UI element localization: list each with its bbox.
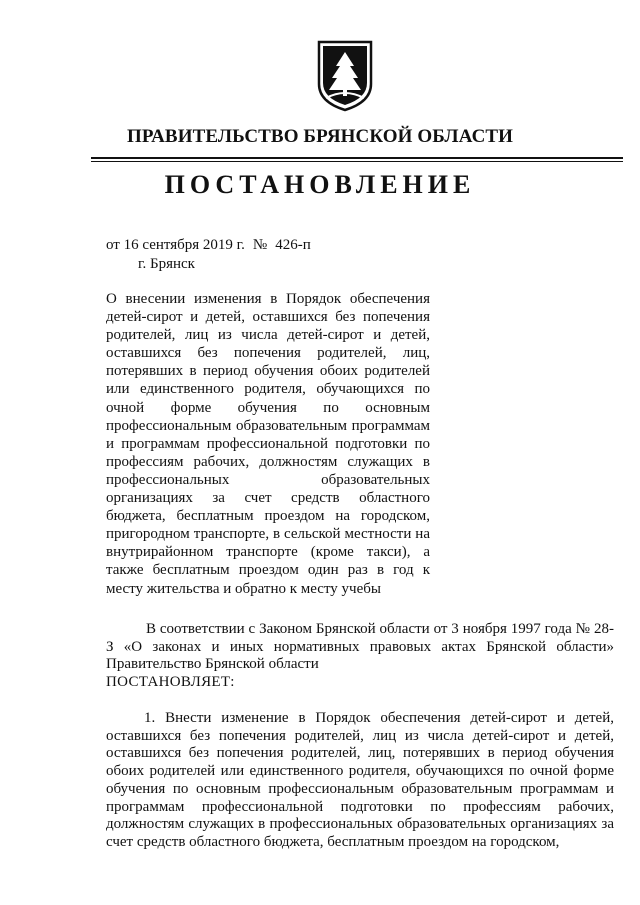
document-date: от 16 сентября 2019 г. <box>106 237 245 253</box>
number-sign: № <box>252 237 268 253</box>
bryansk-coat-of-arms-icon <box>316 40 374 112</box>
document-number: 426-п <box>275 237 311 253</box>
government-title: ПРАВИТЕЛЬСТВО БРЯНСКОЙ ОБЛАСТИ <box>126 126 514 147</box>
header-rule-thin <box>91 161 623 162</box>
document-city: г. Брянск <box>138 256 195 272</box>
document-subject: О внесении изменения в Порядок обеспечения детей-сирот и детей, оставшихся без попечения родителей, лиц из числа детей-сирот и детей, оставшихся без попечения родителей, лиц, потерявших в период обучения обоих родителей или единственного родителя, обучающихся по очной форме обучения по основным профессиональным образовательным программам и программам профессиональной подготовки по профессиям рабочих, должностям служащих в профессиональных образовательных организациях за счет средств областного бюджета, бесплатным проездом на городском, пригородном транспорте, в сельской местности на внутрирайонном транспорте (кроме такси), а также бесплатным проездом один раз в год к месту жительства и обратно к месту учебы <box>106 291 430 597</box>
preamble-paragraph <box>106 621 614 674</box>
preamble-text: В соответствии с Законом Брянской области от 3 ноября 1997 года № 28-З «О законах и иных нормативных правовых актах Брянской области» Правительство Брянской области <box>106 621 614 672</box>
paragraph-1 <box>106 710 614 852</box>
document-type-title: ПОСТАНОВЛЕНИЕ <box>164 170 476 199</box>
decree-word: ПОСТАНОВЛЯЕТ: <box>106 674 235 690</box>
header-rule-thick <box>91 157 623 159</box>
date-number-line <box>106 237 311 254</box>
paragraph-1-text: 1. Внести изменение в Порядок обеспечения детей-сирот и детей, оставшихся без попечения родителей, лиц из числа детей-сирот и детей, оставшихся без попечения родителей, лиц, потерявших в период обучения обоих родителей или единственного родителя, обучающихся по очной форме обучения по основным профессиональным образовательным программам и программам профессиональной подготовки по профессиям рабочих, должностям служащих в профессиональных образовательных организациях за счет средств областного бюджета, бесплатным проездом на городском, <box>106 710 614 850</box>
